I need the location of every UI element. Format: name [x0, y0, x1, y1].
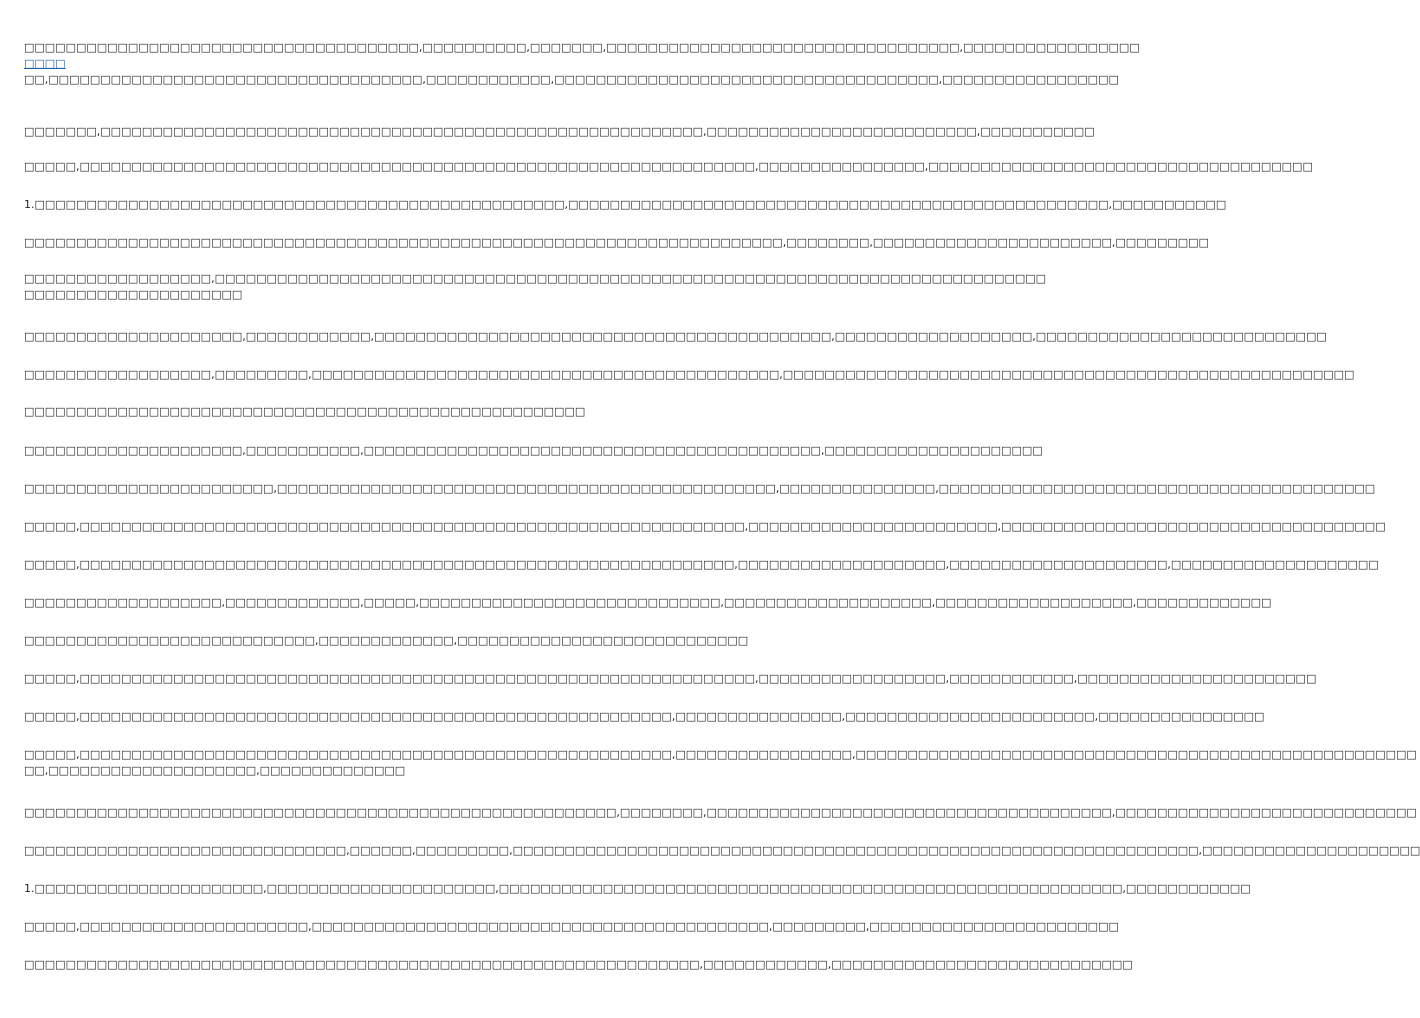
paragraph-line: □□□□□□□□□□□□□□□□□□□□□□□□□□□□,□□□□□□□□□□□□□,□□□□□□□□□□□□□□□□□□□□□□□□□□□□ — [24, 634, 749, 647]
paragraph — [24, 709, 1265, 725]
paragraph-line: □□□□□,□□□□□□□□□□□□□□□□□□□□□□,□□□□□□□□□□□□□□□□□□□□□□□□□□□□□□□□□□□□□□□□□□□□,□□□□□□□□□,□□□□□□□□□□□□□□□□□□□□□□□□ — [24, 920, 1119, 933]
paragraph-line: □□,□□□□□□□□□□□□□□□□□□□□,□□□□□□□□□□□□□□ — [24, 764, 406, 777]
paragraph — [24, 329, 1327, 345]
paragraph-line: □□□□□□□□□□□□□□□□□□□□□□□□□□□□□□□□□□□□□□□□□□□□□□□□□□□□□□□□□□□□□□□□□,□□□□□□□□□□□□,□□□□□□□□□□□□□□□□□□□□□□□□□□□□□ — [24, 958, 1133, 971]
paragraph-line: □□□□□□□□□□□□□□□□□□□□□□□□□□□□□□□□□□□□□□,□□□□□□□□□□,□□□□□□□,□□□□□□□□□□□□□□□□□□□□□□□□□□□□□□□□□□,□□□□□□□□□□□□□□□□□ — [24, 41, 1140, 54]
paragraph — [24, 159, 1313, 175]
paragraph-line: □□□□□□□□□□□□□□□□□□□□□,□□□□□□□□□□□,□□□□□□□□□□□□□□□□□□□□□□□□□□□□□□□□□□□□□□□□□□□□,□□□□□□□□□□□□□□□□□□□□□ — [24, 444, 1043, 457]
paragraph-line — [24, 56, 720, 72]
paragraph — [24, 595, 1272, 611]
paragraph-line: □□□□□□□□□□□□□□□□□□□□□□□□□□□□□□□,□□□□□□,□□□□□□□□□,□□□□□□□□□□□□□□□□□□□□□□□□□□□□□□□□□□□□□□□□□□□□□□□□□□□□□□□□□□□□□□□□□□,□□□□□□□□□□□□□□□□□□□□□ — [24, 844, 1420, 857]
paragraph-line: □□,□□□□□□□□□□□□□□□□□□□□□□□□□□□□□□□□□□□□,□□□□□□□□□□□□,□□□□□□□□□□□□□□□□□□□□□□□□□□□□□□□□□□□□□,□□□□□□□□□□□□□□□□□ — [24, 73, 1119, 86]
paragraph — [24, 40, 1140, 88]
paragraph-line: □□□□□,□□□□□□□□□□□□□□□□□□□□□□□□□□□□□□□□□□□□□□□□□□□□□□□□□□□□□□□□□,□□□□□□□□□□□□□□□□,□□□□□□□□□□□□□□□□□□□□□□□□,□□□□□□□□□□□□□□□□ — [24, 710, 1265, 723]
paragraph — [24, 519, 1386, 535]
paragraph — [24, 957, 1133, 973]
paragraph — [24, 197, 1227, 213]
paragraph — [24, 367, 1355, 383]
paragraph-line: 1.□□□□□□□□□□□□□□□□□□□□□□□□□□□□□□□□□□□□□□□□□□□□□□□□□□□,□□□□□□□□□□□□□□□□□□□□□□□□□□□□□□□□□□□□□□□□□□□□□□□□□□□□,□□□□□□□□□□□ — [24, 198, 1227, 211]
paragraph — [24, 671, 1317, 687]
paragraph — [24, 557, 1379, 573]
paragraph-line: □□□□□,□□□□□□□□□□□□□□□□□□□□□□□□□□□□□□□□□□□□□□□□□□□□□□□□□□□□□□□□□□□□□□□□□,□□□□□□□□□□□□□□□□□□,□□□□□□□□□□□□,□□□□□□□□□□□□□□□□□□□□□□□ — [24, 672, 1317, 685]
paragraph — [24, 747, 1417, 779]
paragraph — [24, 843, 1420, 859]
paragraph — [24, 881, 1251, 897]
inline-link[interactable]: □□□□ — [24, 57, 66, 70]
paragraph — [24, 805, 1417, 821]
paragraph-line: □□□□□□□□□□□□□□□□□□□,□□□□□□□□□□□□□,□□□□□,□□□□□□□□□□□□□□□□□□□□□□□□□□□□□,□□□□□□□□□□□□□□□□□□□□,□□□□□□□□□□□□□□□□□□□,□□□□□□□□□□□□□ — [24, 596, 1272, 609]
paragraph-line: □□□□□,□□□□□□□□□□□□□□□□□□□□□□□□□□□□□□□□□□□□□□□□□□□□□□□□□□□□□□□□□□□□□□□□,□□□□□□□□□□□□□□□□□□□□□□□□,□□□□□□□□□□□□□□□□□□□□□□□□□□□□□□□□□□□□□ — [24, 520, 1386, 533]
paragraph — [24, 633, 749, 649]
paragraph-line: □□□□□□□□□□□□□□□□□□□□□ — [24, 288, 243, 301]
paragraph — [24, 404, 720, 420]
paragraph-line: □□□□□□□□□□□□□□□□□□□□□,□□□□□□□□□□□□,□□□□□□□□□□□□□□□□□□□□□□□□□□□□□□□□□□□□□□□□□□□□,□□□□□□□□□□□□□□□□□□□,□□□□□□□□□□□□□□□□□□□□□□□□□□□□ — [24, 330, 1327, 343]
paragraph-line: 1.□□□□□□□□□□□□□□□□□□□□□□,□□□□□□□□□□□□□□□□□□□□□□,□□□□□□□□□□□□□□□□□□□□□□□□□□□□□□□□□□□□□□□□□□□□□□□□□□□□□□□□□□□□,□□□□□□□□□□□□ — [24, 882, 1251, 895]
paragraph-line: □□□□□□□□□□□□□□□□□□,□□□□□□□□□□□□□□□□□□□□□□□□□□□□□□□□□□□□□□□□□□□□□□□□□□□□□□□□□□□□□□□□□□□□□□□□□□□□□□□□ — [24, 272, 1047, 285]
paragraph — [24, 235, 1209, 251]
paragraph-line: □□□□□□□□□□□□□□□□□□□□□□□□□□□□□□□□□□□□□□□□□□□□□□□□□□□□□□□□□,□□□□□□□□,□□□□□□□□□□□□□□□□□□□□□□□□□□□□□□□□□□□□□□□,□□□□□□□□□□□□□□□□□□□□□□□□□□□□□ — [24, 806, 1417, 819]
paragraph-line: □□□□□,□□□□□□□□□□□□□□□□□□□□□□□□□□□□□□□□□□□□□□□□□□□□□□□□□□□□□□□□□□□□□□□,□□□□□□□□□□□□□□□□□□□□,□□□□□□□□□□□□□□□□□□□□□,□□□□□□□□□□□□□□□□□□□□ — [24, 558, 1379, 571]
paragraph-line: □□□□□□□□□□□□□□□□□□,□□□□□□□□□,□□□□□□□□□□□□□□□□□□□□□□□□□□□□□□□□□□□□□□□□□□□□□,□□□□□□□□□□□□□□□□□□□□□□□□□□□□□□□□□□□□□□□□□□□□□□□□□□□□□□□ — [24, 368, 1355, 381]
paragraph-line: □□□□□□□□□□□□□□□□□□□□□□□□□□□□□□□□□□□□□□□□□□□□□□□□□□□□□□ — [24, 405, 586, 418]
paragraph-line: □□□□□□□□□□□□□□□□□□□□□□□□□□□□□□□□□□□□□□□□□□□□□□□□□□□□□□□□□□□□□□□□□□□□□□□□□,□□□□□□□□,□□□□□□□□□□□□□□□□□□□□□□□,□□□□□□□□□ — [24, 236, 1209, 249]
paragraph-line: □□□□□□□□□□□□□□□□□□□□□□□□,□□□□□□□□□□□□□□□□□□□□□□□□□□□□□□□□□□□□□□□□□□□□□□□□,□□□□□□□□□□□□□□□,□□□□□□□□□□□□□□□□□□□□□□□□□□□□□□□□□□□□□□□□□□ — [24, 482, 1376, 495]
paragraph — [24, 124, 1095, 140]
paragraph-line: □□□□□,□□□□□□□□□□□□□□□□□□□□□□□□□□□□□□□□□□□□□□□□□□□□□□□□□□□□□□□□□□□□□□□□□,□□□□□□□□□□□□□□□□,□□□□□□□□□□□□□□□□□□□□□□□□□□□□□□□□□□□□□ — [24, 160, 1313, 173]
paragraph — [24, 481, 1376, 497]
paragraph-line: □□□□□□□,□□□□□□□□□□□□□□□□□□□□□□□□□□□□□□□□□□□□□□□□□□□□□□□□□□□□□□□□□□,□□□□□□□□□□□□□□□□□□□□□□□□□□,□□□□□□□□□□□ — [24, 125, 1095, 138]
paragraph — [24, 919, 1119, 935]
paragraph-line: □□□□□,□□□□□□□□□□□□□□□□□□□□□□□□□□□□□□□□□□□□□□□□□□□□□□□□□□□□□□□□□,□□□□□□□□□□□□□□□□□,□□□□□□□□□□□□□□□□□□□□□□□□□□□□□□□□□□□□□□□□□□□□□□□□□□□□□□ — [24, 748, 1417, 761]
paragraph — [24, 271, 1047, 303]
paragraph — [24, 443, 1043, 459]
